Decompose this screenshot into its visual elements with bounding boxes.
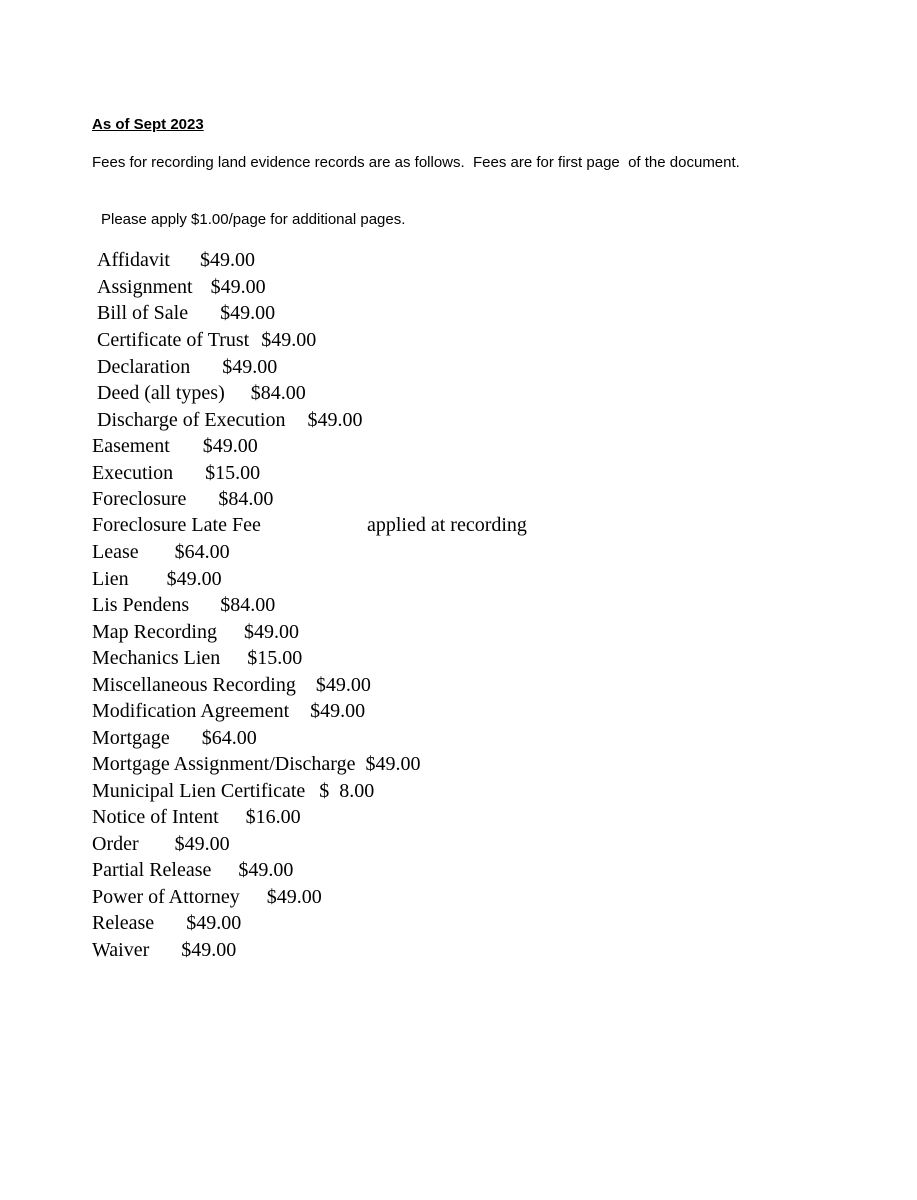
fee-row-mortgage-assignment-discharge xyxy=(92,752,420,776)
fee-row-discharge-of-execution xyxy=(97,408,362,432)
fee-price: $49.00 xyxy=(210,276,266,298)
fee-name: Easement xyxy=(92,435,170,457)
fee-price: applied at recording xyxy=(367,514,527,536)
fee-name: Lis Pendens xyxy=(92,594,190,616)
fee-name: Lease xyxy=(92,541,139,563)
fee-row-municipal-lien-certificate xyxy=(92,779,374,803)
fee-name: Release xyxy=(92,912,155,934)
fee-row-easement xyxy=(92,434,258,458)
fee-row-partial-release xyxy=(92,858,293,882)
fee-row-foreclosure xyxy=(92,487,273,511)
fee-price: $15.00 xyxy=(205,462,261,484)
fee-row-release xyxy=(92,911,241,935)
fee-price: $49.00 xyxy=(202,435,258,457)
fee-price: $49.00 xyxy=(199,249,255,271)
fee-name: Partial Release xyxy=(92,859,212,881)
fee-name: Declaration xyxy=(97,356,191,378)
fee-price: $ 8.00 xyxy=(319,780,375,802)
fee-price: $49.00 xyxy=(174,833,230,855)
fee-name: Execution xyxy=(92,462,174,484)
fee-row-mortgage xyxy=(92,726,257,750)
fee-price: $49.00 xyxy=(266,886,322,908)
fee-price: $49.00 xyxy=(261,329,317,351)
fee-name: Mechanics Lien xyxy=(92,647,221,669)
fee-row-lien xyxy=(92,567,222,591)
fee-name: Miscellaneous Recording xyxy=(92,674,296,696)
fee-price: $49.00 xyxy=(310,700,366,722)
additional-pages-note: Please apply $1.00/page for additional pages. xyxy=(101,211,406,228)
fee-price: $49.00 xyxy=(166,568,222,590)
fee-name: Power of Attorney xyxy=(92,886,240,908)
fee-row-notice-of-intent xyxy=(92,805,301,829)
fee-price: $84.00 xyxy=(218,488,274,510)
fee-name: Assignment xyxy=(97,276,193,298)
page-heading: As of Sept 2023 xyxy=(92,116,204,133)
fee-price: $64.00 xyxy=(174,541,230,563)
fee-row-waiver xyxy=(92,938,236,962)
fee-name: Discharge of Execution xyxy=(97,409,286,431)
fee-row-modification-agreement xyxy=(92,699,365,723)
fee-name: Deed (all types) xyxy=(97,382,225,404)
fee-price: $84.00 xyxy=(250,382,306,404)
fee-name: Municipal Lien Certificate xyxy=(92,780,306,802)
fee-name: Affidavit xyxy=(97,249,170,271)
fee-price: $49.00 xyxy=(238,859,294,881)
fee-price: $49.00 xyxy=(181,939,237,961)
fee-price: $49.00 xyxy=(222,356,278,378)
intro-text: Fees for recording land evidence records are as follows. Fees are for first page of the document. xyxy=(92,154,740,171)
fee-name: Lien xyxy=(92,568,129,590)
fee-price: $15.00 xyxy=(247,647,303,669)
fee-row-lease xyxy=(92,540,230,564)
fee-row-deed xyxy=(97,381,306,405)
fee-row-certificate-of-trust xyxy=(97,328,316,352)
fee-row-order xyxy=(92,832,230,856)
fee-name: Notice of Intent xyxy=(92,806,219,828)
fee-name: Foreclosure xyxy=(92,488,187,510)
fee-name: Modification Agreement xyxy=(92,700,290,722)
fee-price: $49.00 xyxy=(243,621,299,643)
fee-row-bill-of-sale xyxy=(97,301,275,325)
fee-price: $49.00 xyxy=(315,674,371,696)
fee-row-power-of-attorney xyxy=(92,885,322,909)
fee-price: $64.00 xyxy=(201,727,257,749)
fee-price: $84.00 xyxy=(220,594,276,616)
fee-row-execution xyxy=(92,461,260,485)
fee-row-declaration xyxy=(97,355,277,379)
fee-name: Mortgage Assignment/Discharge xyxy=(92,753,356,775)
fee-name: Order xyxy=(92,833,139,855)
fee-price: $49.00 xyxy=(220,302,276,324)
fee-price: $49.00 xyxy=(186,912,242,934)
fee-name: Map Recording xyxy=(92,621,217,643)
fee-row-map-recording xyxy=(92,620,299,644)
fee-row-assignment xyxy=(97,275,266,299)
fee-name: Certificate of Trust xyxy=(97,329,250,351)
fee-row-affidavit xyxy=(97,248,255,272)
fee-price: $49.00 xyxy=(365,753,421,775)
fee-name: Foreclosure Late Fee xyxy=(92,514,261,536)
fee-row-foreclosure-late-fee xyxy=(92,513,527,537)
fee-name: Bill of Sale xyxy=(97,302,189,324)
fee-price: $49.00 xyxy=(307,409,363,431)
fee-name: Waiver xyxy=(92,939,150,961)
fee-row-lis-pendens xyxy=(92,593,275,617)
fee-row-miscellaneous-recording xyxy=(92,673,371,697)
fee-name: Mortgage xyxy=(92,727,170,749)
fee-price: $16.00 xyxy=(245,806,301,828)
fee-row-mechanics-lien xyxy=(92,646,302,670)
